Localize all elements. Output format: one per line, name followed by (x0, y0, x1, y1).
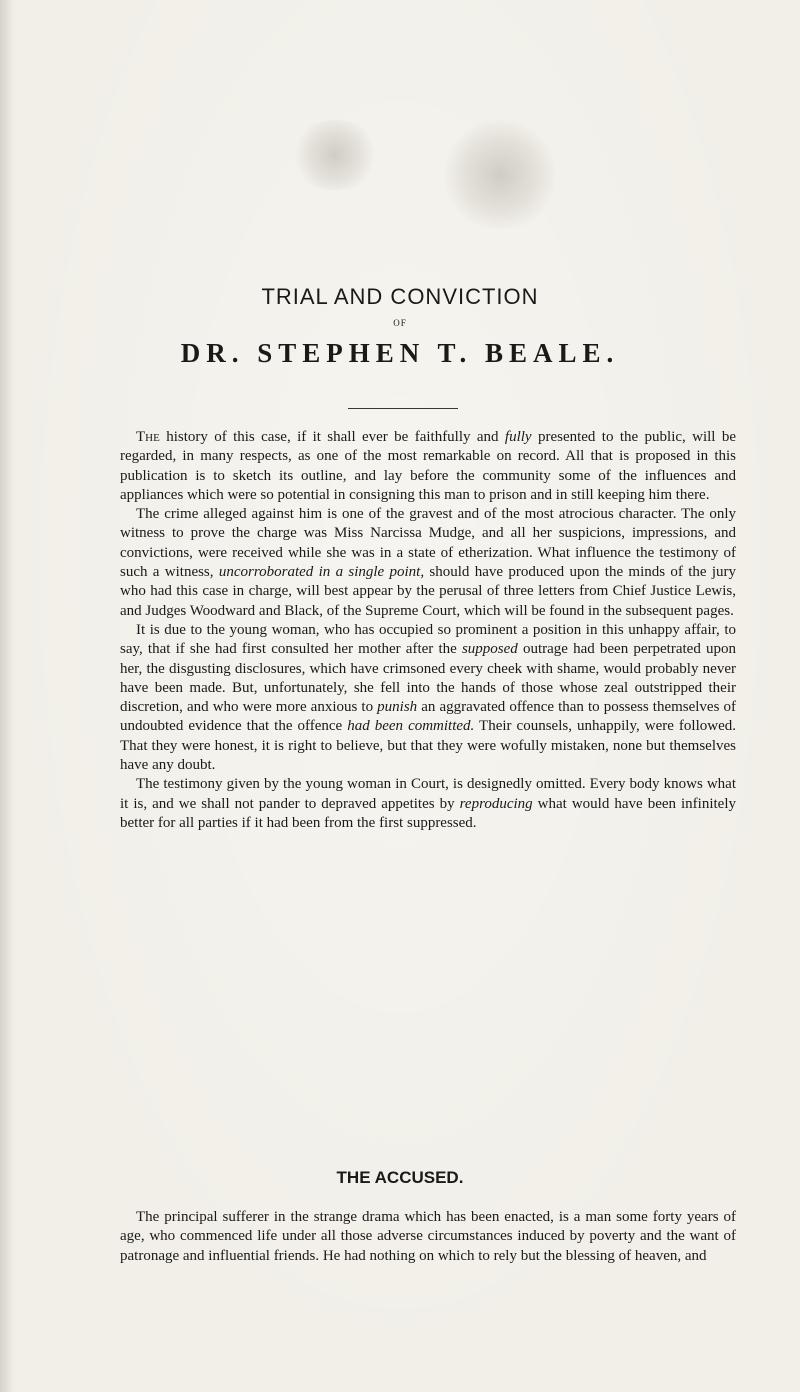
subject-name: DR. STEPHEN T. BEALE. (180, 338, 620, 368)
ink-bleed-right (440, 120, 560, 230)
page-title: TRIAL AND CONVICTION (261, 284, 539, 309)
emphasis: reproducing (459, 795, 533, 812)
emphasis: had been committed. (347, 718, 475, 735)
paragraph-4: The testimony given by the young woman in Court, is designedly omitted. Every body knows what it is, and we shall not pander to depraved appetites by reproducing what would have been infinitely better for all parties if it had been from the first suppressed. (120, 776, 737, 831)
paragraph-1: The history of this case, if it shall ever be faithfully and fully presented to the public, will be regarded, in many respects, as one of the most remarkable on record. All that is proposed in this publication is to sketch its outline, and lay before the community some of the influences and appliances which were so potential in consigning this man to prison and in still keeping him there. (120, 429, 737, 503)
emphasis: fully (504, 429, 532, 445)
paragraph-2: The crime alleged against him is one of the gravest and of the most atrocious character. The only witness to prove the charge was Miss Narcissa Mudge, and all her suspicions, impressions, and convictions, were received while she was in a state of etherization. What influence the testimony of such a witness, uncorroborated in a single point, should have produced upon the minds of the jury who had this case in charge, will best appear by the perusal of three letters from Chief Justice Lewis, and Judges Woodward and Black, of the Supreme Court, which will be found in the subsequent pages. (120, 506, 736, 619)
emphasis: uncorroborated in a single point, (218, 564, 425, 581)
section-heading-accused: THE ACCUSED. (336, 1168, 464, 1187)
title-of: OF (393, 318, 407, 328)
emphasis: supposed (461, 641, 518, 658)
paragraph-3: It is due to the young woman, who has occupied so prominent a position in this unhappy affair, to say, that if she had first consulted her mother after the supposed outrage had been perpetrated upon her, the disgusting disclosures, which have crimsoned every cheek with shame, would probably never have been made. But, unfortunately, she fell into the hands of those whose zeal outstripped their discretion, and who were more anxious to punish an aggravated offence than to possess themselves of undoubted evidence that the offence had been committed. Their counsels, unhappily, were followed. That they were honest, it is right to believe, but that they were wofully mistaken, none but themselves have any doubt. (120, 621, 736, 774)
ink-bleed-left (290, 120, 380, 190)
paragraph-accused: The principal sufferer in the strange drama which has been enacted, is a man some forty years of age, who commenced life under all those adverse circumstances induced by poverty and the want of patronage and influential friends. He had nothing on which to rely but the blessing of heaven, and (120, 1209, 736, 1264)
title-divider (348, 408, 458, 409)
section-introduction (120, 428, 736, 833)
emphasis: punish (377, 699, 418, 716)
lead-word: The (136, 429, 160, 445)
